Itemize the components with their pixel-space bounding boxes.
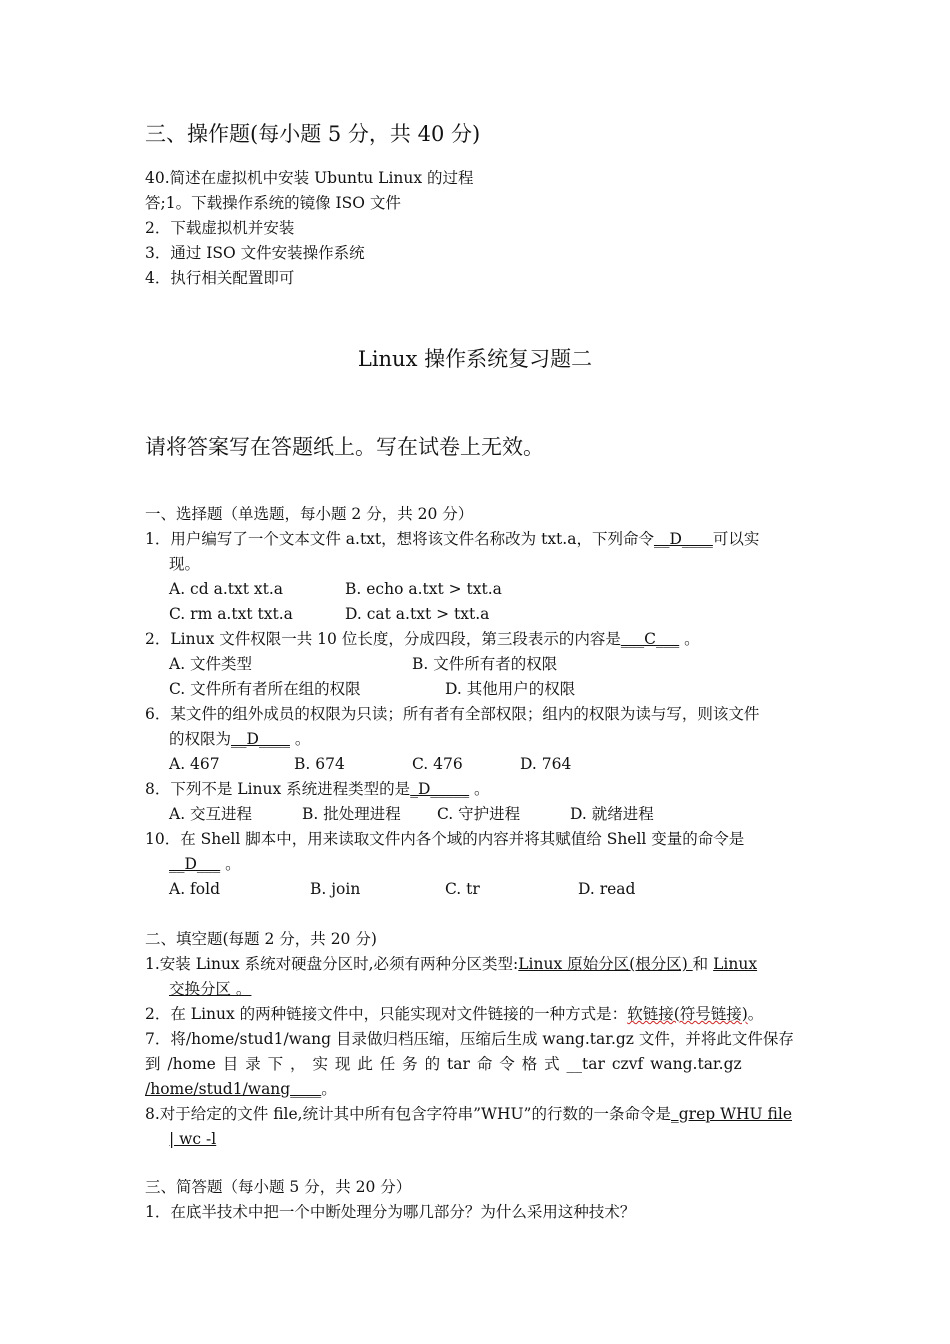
q2-option-d: D. 其他用户的权限 [445, 680, 576, 698]
question-text: 2．Linux 文件权限一共 10 位长度，分成四段，第三段表示的内容是 [145, 630, 621, 648]
answer-blank: Linux 原始分区(根分区) [518, 955, 693, 973]
document-title: Linux 操作系统复习题二 [357, 347, 593, 371]
q8-option-c: C. 守护进程 [437, 805, 521, 823]
question-text: 的权限为 [169, 730, 232, 748]
answer-blank: | wc -l [169, 1130, 217, 1148]
question-text: 和 [692, 955, 714, 973]
question-text: 8．下列不是 Linux 系统进程类型的是 [145, 780, 411, 798]
fill-1-line-2 [169, 979, 251, 999]
answer-blank: _grep WHU file [670, 1105, 792, 1123]
short-question-1: 1．在底半技术中把一个中断处理分为哪几部分？为什么采用这种技术？ [145, 1203, 636, 1221]
q10-option-d: D. read [578, 880, 636, 898]
answer-blank: /home/stud1/wang____ [145, 1080, 322, 1098]
q8-option-a: A. 交互进程 [169, 805, 253, 823]
exam-notice: 请将答案写在答题纸上。写在试卷上无效。 [145, 435, 544, 459]
answer-blank: _D_____ [410, 780, 470, 798]
fill-7-line-2: 到 /home 目 录 下 ， 实 现 此 任 务 的 tar 命 令 格 式 __tar czvf wang.tar.gz [145, 1055, 742, 1073]
question-text: 。 [747, 1005, 764, 1023]
q6-option-d: D. 764 [520, 755, 572, 773]
fill-1-line-1 [145, 954, 757, 974]
q2-option-b: B. 文件所有者的权限 [412, 655, 558, 673]
q1-option-a: A. cd a.txt xt.a [169, 580, 284, 598]
q1-option-c: C. rm a.txt txt.a [169, 605, 293, 623]
question-10-line-1: 10．在 Shell 脚本中，用来读取文件内各个域的内容并将其赋值给 Shell 变量的命令是 [145, 830, 745, 848]
answer-blank: ___C___ [620, 630, 680, 648]
q10-option-b: B. join [310, 880, 361, 898]
q2-option-c: C. 文件所有者所在组的权限 [169, 680, 361, 698]
question-text: 2．在 Linux 的两种链接文件中，只能实现对文件链接的一种方式是： [145, 1005, 628, 1023]
section-heading-fill: 二、填空题(每题 2 分，共 20 分) [145, 930, 377, 948]
section-heading-choice: 一、选择题（单选题，每小题 2 分，共 20 分） [145, 505, 474, 523]
question-text: 1．用户编写了一个文本文件 a.txt，想将该文件名称改为 txt.a，下列命令 [145, 530, 654, 548]
question-6-line-1: 6．某文件的组外成员的权限为只读；所有者有全部权限；组内的权限为读与写，则该文件 [145, 705, 760, 723]
question-text: 。 [289, 730, 311, 748]
fill-2 [145, 1004, 763, 1024]
section-heading-short-answer: 三、简答题（每小题 5 分，共 20 分） [145, 1178, 412, 1196]
answer-blank: 软链接(符号链接) [627, 1005, 748, 1023]
question-10-line-2 [169, 854, 241, 874]
section-heading-operation: 三、操作题(每小题 5 分，共 40 分) [145, 122, 481, 146]
q10-option-a: A. fold [169, 880, 220, 898]
q8-option-b: B. 批处理进程 [302, 805, 401, 823]
answer-blank: __D____ [653, 530, 713, 548]
answer-line-3: 3．通过 ISO 文件安装操作系统 [145, 244, 365, 262]
q6-option-b: B. 674 [294, 755, 345, 773]
question-text: 。 [321, 1080, 337, 1098]
fill-8-line-1 [145, 1104, 792, 1124]
question-40: 40.简述在虚拟机中安装 Ubuntu Linux 的过程 [145, 169, 474, 187]
question-1-line-1 [145, 529, 759, 549]
fill-8-line-2 [169, 1129, 216, 1149]
question-text: 。 [220, 855, 241, 873]
fill-7-line-1: 7．将/home/stud1/wang 目录做归档压缩，压缩后生成 wang.tar.gz 文件，并将此文件保存 [145, 1030, 794, 1048]
question-text: 。 [469, 780, 490, 798]
q6-option-c: C. 476 [412, 755, 463, 773]
question-1-line-2: 现。 [169, 555, 201, 573]
q2-option-a: A. 文件类型 [169, 655, 253, 673]
answer-line-4: 4．执行相关配置即可 [145, 269, 295, 287]
q6-option-a: A. 467 [169, 755, 220, 773]
q1-option-d: D. cat a.txt > txt.a [345, 605, 490, 623]
question-2 [145, 629, 700, 649]
answer-blank: __D____ [231, 730, 290, 748]
question-text: 1.安装 Linux 系统对硬盘分区时,必须有两种分区类型: [145, 955, 519, 973]
answer-line-1: 答;1。下载操作系统的镜像 ISO 文件 [145, 194, 401, 212]
q10-option-c: C. tr [445, 880, 480, 898]
fill-7-line-3 [145, 1079, 337, 1099]
answer-line-2: 2．下载虚拟机并安装 [145, 219, 295, 237]
answer-blank: 交换分区 。 [169, 980, 252, 998]
question-text: 8.对于给定的文件 file,统计其中所有包含字符串”WHU”的行数的一条命令是 [145, 1105, 671, 1123]
answer-blank: Linux [713, 955, 758, 973]
question-text: 可以实 [712, 530, 760, 548]
q1-option-b: B. echo a.txt > txt.a [345, 580, 502, 598]
question-8 [145, 779, 490, 799]
answer-blank: __D___ [169, 855, 221, 873]
q8-option-d: D. 就绪进程 [570, 805, 654, 823]
question-6-line-2 [169, 729, 310, 749]
question-text: 。 [679, 630, 700, 648]
